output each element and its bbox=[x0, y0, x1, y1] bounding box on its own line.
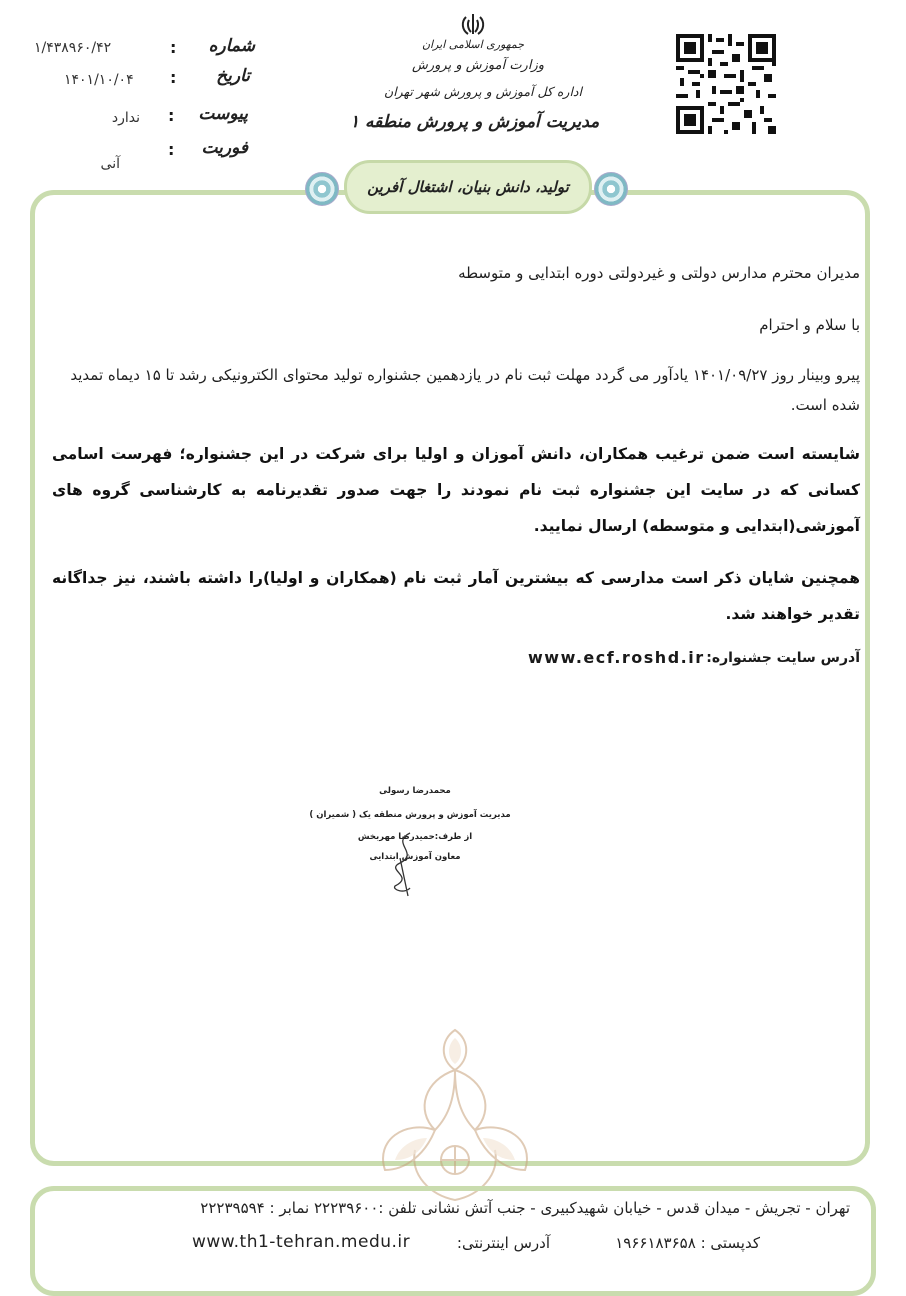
urgency-value: آنی bbox=[100, 156, 120, 172]
emblem-icon bbox=[458, 12, 488, 38]
date-value: ۱۴۰۱/۱۰/۰۴ bbox=[64, 72, 134, 88]
date-label: تاریخ bbox=[216, 66, 250, 86]
slogan-banner bbox=[344, 160, 592, 214]
paragraph-3: همچنین شایان ذکر است مدارسی که بیشترین آمار ثبت نام (همکاران و اولیا)را داشته باشند، نیز جداگانه تقدیر خواهند شد. bbox=[52, 569, 860, 623]
urgency-colon: : bbox=[168, 140, 175, 159]
footer-postal-code: کدپستی : ۱۹۶۶۱۸۳۶۵۸ bbox=[615, 1234, 760, 1252]
number-value: ۱/۴۳۸۹۶۰/۴۲ bbox=[34, 40, 112, 56]
ornament-right-icon bbox=[594, 172, 628, 206]
emblem-line-1: جمهوری اسلامی ایران bbox=[421, 38, 525, 51]
attachment-value: ندارد bbox=[111, 110, 140, 126]
signer-name: محمدرضا رسولی bbox=[379, 786, 451, 796]
date-colon: : bbox=[170, 68, 177, 87]
slogan-text: تولید، دانش بنیان، اشتغال آفرین bbox=[367, 178, 569, 196]
footer-web-url[interactable]: www.th1-tehran.medu.ir bbox=[192, 1232, 411, 1252]
signature-scribble-icon bbox=[380, 828, 430, 898]
emblem-line-4: مدیریت آموزش و پرورش منطقه ۱ bbox=[350, 112, 600, 132]
number-label: شماره bbox=[208, 36, 255, 56]
emblem-line-3: اداره کل آموزش و پرورش شهر تهران bbox=[384, 84, 582, 99]
paragraph-1: پیرو وبینار روز ۱۴۰۱/۰۹/۲۷ یادآور می گردد مهلت ثبت نام در یازدهمین جشنواره تولید محتوای الکترونیکی رشد تا ۱۵ دیماه تمدید شده است. bbox=[70, 366, 860, 414]
paragraph-2: شایسته است ضمن ترغیب همکاران، دانش آموزان و اولیا برای شرکت در این جشنواره؛ فهرست اسامی کسانی که در سایت این جشنواره ثبت نام نمودند را جهت صدور تقدیرنامه به کارشناسی گروه های آموزشی(ابتدایی و متوسطه) ارسال نمایید. bbox=[52, 445, 860, 535]
on-behalf-line: از طرف:حمیدرضا مهربخش bbox=[357, 832, 473, 842]
number-colon: : bbox=[170, 38, 177, 57]
attachment-colon: : bbox=[168, 106, 175, 125]
emblem-line-2: وزارت آموزش و پرورش bbox=[411, 58, 544, 73]
deputy-title: معاون آموزش ابتدایی bbox=[369, 852, 461, 862]
site-url[interactable]: www.ecf.roshd.ir bbox=[528, 648, 705, 667]
recipients-line: مدیران محترم مدارس دولتی و غیردولتی دوره ابتدایی و متوسطه bbox=[458, 264, 860, 282]
qr-code bbox=[676, 34, 776, 134]
attachment-label: پیوست bbox=[198, 104, 248, 124]
site-label: آدرس سایت جشنواره: bbox=[706, 650, 860, 666]
decorative-ornament-icon bbox=[355, 1020, 555, 1210]
greeting-line: با سلام و احترام bbox=[759, 316, 860, 334]
signer-title: مدیریت آموزش و پرورش منطقه یک ( شمیران ) bbox=[309, 810, 511, 820]
site-row bbox=[520, 644, 860, 674]
ornament-left-icon bbox=[305, 172, 339, 206]
urgency-label: فوریت bbox=[201, 138, 248, 158]
footer-web-label: آدرس اینترنتی: bbox=[456, 1234, 550, 1252]
footer-address: تهران - تجریش - میدان قدس - خیابان شهیدکبیری - جنب آتش نشانی تلفن :۲۲۲۳۹۶۰۰ نمابر : ۲۲۲۳۹۵۹۴ bbox=[200, 1199, 850, 1217]
